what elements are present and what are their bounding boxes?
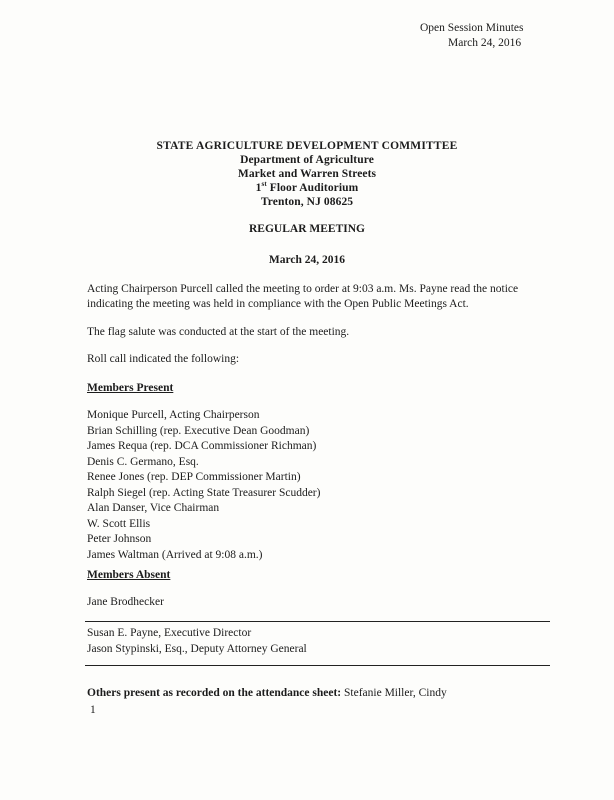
running-header <box>420 21 524 51</box>
flag-salute-paragraph: The flag salute was conducted at the start of the meeting. <box>87 326 350 338</box>
department-name: Department of Agriculture <box>240 154 374 166</box>
header-date: March 24, 2016 <box>448 37 522 49</box>
list-item: Jane Brodhecker <box>87 596 164 608</box>
floor-location <box>0 181 614 195</box>
divider-line <box>85 665 550 666</box>
meeting-date: March 24, 2016 <box>268 254 346 266</box>
floor-number: 1 <box>255 182 262 194</box>
organization-name: STATE AGRICULTURE DEVELOPMENT COMMITTEE <box>156 140 458 152</box>
members-present-list <box>87 408 320 563</box>
list-item: Denis C. Germano, Esq. <box>87 455 199 468</box>
list-item: Ralph Siegel (rep. Acting State Treasurer Scudder) <box>87 486 321 499</box>
list-item: Renee Jones (rep. DEP Commissioner Martin) <box>87 471 301 483</box>
list-item: Monique Purcell, Acting Chairperson <box>87 409 260 421</box>
roll-call-paragraph: Roll call indicated the following: <box>87 353 240 365</box>
header-document-type: Open Session Minutes <box>420 22 524 34</box>
page-number: 1 <box>90 704 96 716</box>
others-present-names: Stefanie Miller, Cindy <box>341 687 447 699</box>
title-block <box>0 139 614 209</box>
list-item: Peter Johnson <box>87 533 152 545</box>
floor-suffix: st <box>261 180 267 189</box>
staff-list <box>87 626 307 657</box>
members-absent-heading: Members Absent <box>87 569 171 581</box>
street-address: Market and Warren Streets <box>237 168 377 180</box>
list-item: Brian Schilling (rep. Executive Dean Goodman) <box>87 424 310 437</box>
call-to-order-paragraph: Acting Chairperson Purcell called the meeting to order at 9:03 a.m. Ms. Payne read the notice indicating the meeting was held in compliance with the Open Public Meetings Act. <box>87 283 519 310</box>
others-present-label: Others present as recorded on the attendance sheet: <box>87 687 342 699</box>
others-present-line <box>87 686 447 701</box>
list-item: James Requa (rep. DCA Commissioner Richman) <box>87 440 317 452</box>
list-item: Jason Stypinski, Esq., Deputy Attorney General <box>87 642 307 655</box>
members-absent-list <box>87 595 164 611</box>
divider-line <box>85 621 550 622</box>
list-item: W. Scott Ellis <box>87 517 151 530</box>
members-present-heading: Members Present <box>87 382 174 394</box>
list-item: James Waltman (Arrived at 9:08 a.m.) <box>87 548 263 561</box>
list-item: Susan E. Payne, Executive Director <box>87 627 252 639</box>
list-item: Alan Danser, Vice Chairman <box>87 502 220 514</box>
floor-text: Floor Auditorium <box>266 182 359 194</box>
meeting-type: REGULAR MEETING <box>249 223 365 235</box>
city-address: Trenton, NJ 08625 <box>260 196 354 208</box>
